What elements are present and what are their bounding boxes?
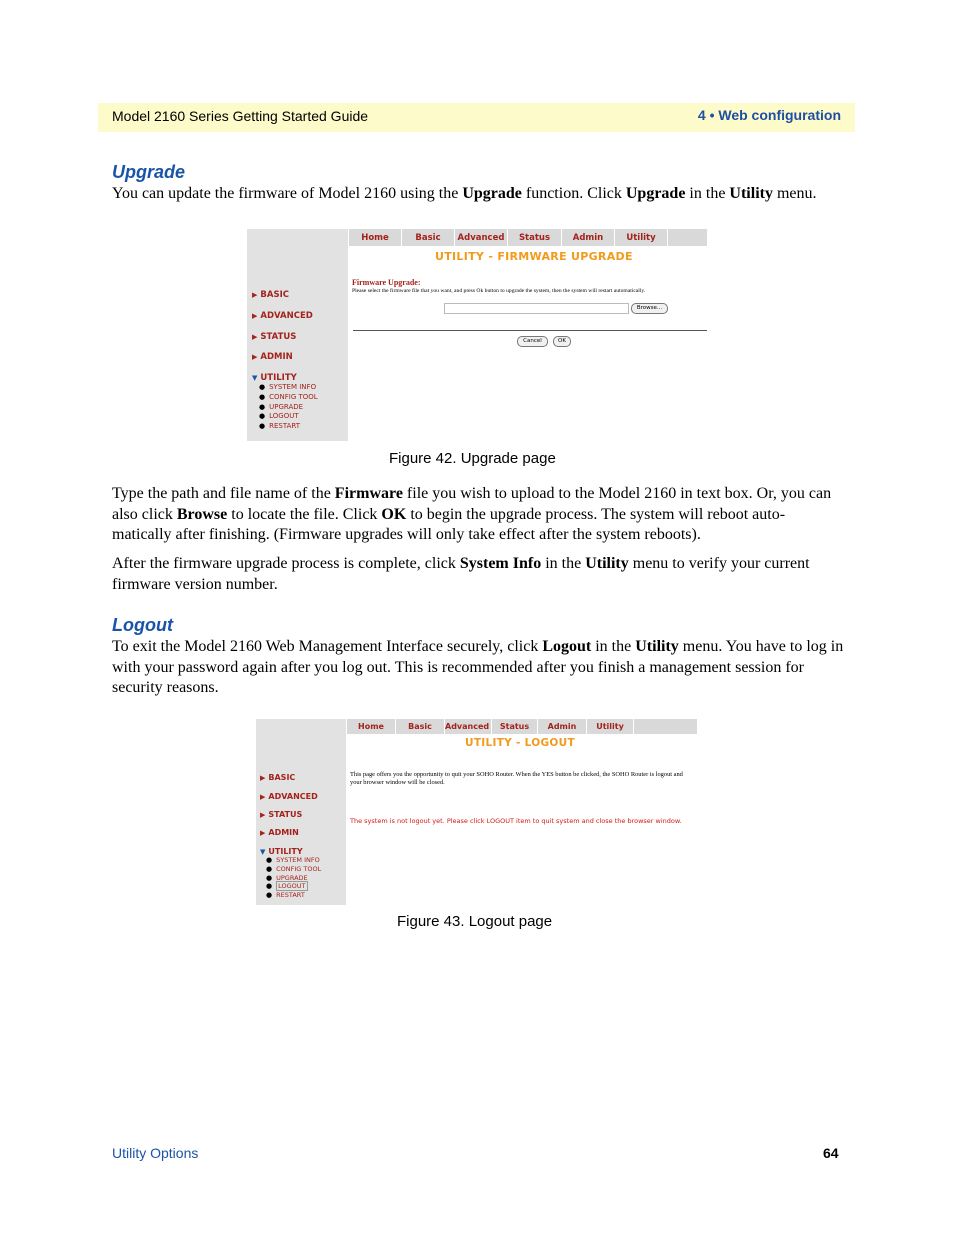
submenu-system-info[interactable]: ● SYSTEM INFO [259, 383, 317, 391]
firmware-upgrade-heading: Firmware Upgrade: [352, 278, 421, 287]
ok-button[interactable]: OK [553, 336, 571, 347]
arrow-right-icon: ▶ [252, 353, 258, 361]
verify-version-paragraph: After the firmware upgrade process is complete, click System Info in the Utility menu to verify your current firmware version number. [112, 555, 810, 593]
menu-admin[interactable]: ▶ ADMIN [252, 352, 293, 362]
tab-home[interactable]: Home [361, 233, 389, 243]
document-title: Model 2160 Series Getting Started Guide [112, 108, 369, 124]
cancel-button[interactable]: Cancel [517, 336, 548, 347]
logout-heading: Logout [112, 615, 173, 635]
arrow-down-icon: ▼ [252, 374, 258, 382]
firmware-file-input[interactable] [444, 303, 629, 314]
figure-43-caption: Figure 43. Logout page [397, 913, 553, 930]
tab-basic[interactable]: Basic [408, 722, 432, 731]
arrow-right-icon: ▶ [252, 291, 258, 299]
upgrade-instructions-paragraph: Type the path and file name of the Firmware file you wish to upload to the Model 2160 in text box. Or, you can also click Browse to locate the file. Click OK to begin the upgrade process. The system will reboot auto-matically after finishing. (Firmware upgrades will only take effect after the system reboots). [112, 485, 832, 543]
bullet-icon: ● [259, 412, 266, 420]
menu-utility[interactable]: ▼ UTILITY [260, 847, 303, 856]
tab-utility[interactable]: Utility [596, 722, 624, 731]
bullet-icon: ● [266, 874, 273, 882]
arrow-right-icon: ▶ [260, 774, 266, 782]
bullet-icon: ● [266, 856, 273, 864]
arrow-right-icon: ▶ [252, 312, 258, 320]
tab-advanced[interactable]: Advanced [445, 722, 490, 731]
submenu-upgrade[interactable]: ● UPGRADE [266, 874, 308, 882]
menu-status[interactable]: ▶ STATUS [252, 332, 297, 342]
divider [353, 330, 707, 331]
page-number: 64 [823, 1145, 839, 1161]
menu-status[interactable]: ▶ STATUS [260, 810, 303, 819]
page-title: UTILITY - LOGOUT [465, 737, 575, 749]
arrow-right-icon: ▶ [260, 793, 266, 801]
upgrade-heading: Upgrade [112, 162, 186, 182]
arrow-right-icon: ▶ [260, 829, 266, 837]
menu-advanced[interactable]: ▶ ADVANCED [252, 311, 313, 321]
tab-basic[interactable]: Basic [415, 233, 441, 243]
arrow-right-icon: ▶ [260, 811, 266, 819]
logout-info-text: This page offers you the opportunity to quit your SOHO Router. When the YES button be clicked, the SOHO Router is logout and your browser window will be closed. [350, 771, 683, 786]
arrow-right-icon: ▶ [252, 333, 258, 341]
tab-utility[interactable]: Utility [626, 233, 656, 243]
menu-advanced[interactable]: ▶ ADVANCED [260, 792, 318, 801]
tab-admin[interactable]: Admin [547, 722, 577, 731]
submenu-logout[interactable]: ● LOGOUT [259, 412, 299, 420]
figure-42-caption: Figure 42. Upgrade page [389, 450, 556, 467]
browse-button[interactable]: Browse... [631, 303, 668, 314]
bullet-icon: ● [266, 882, 273, 890]
logout-warning-text: The system is not logout yet. Please click LOGOUT item to quit system and close the browser window. [350, 817, 682, 825]
tab-status[interactable]: Status [518, 233, 551, 243]
arrow-down-icon: ▼ [260, 848, 266, 856]
bullet-icon: ● [259, 422, 266, 430]
bullet-icon: ● [266, 865, 273, 873]
menu-admin[interactable]: ▶ ADMIN [260, 828, 299, 837]
running-header [98, 103, 855, 132]
logout-page-screenshot [256, 719, 697, 905]
submenu-logout[interactable]: ● LOGOUT [266, 882, 306, 890]
bullet-icon: ● [266, 891, 273, 899]
bullet-icon: ● [259, 403, 266, 411]
menu-basic[interactable]: ▶ BASIC [252, 290, 289, 300]
tab-advanced[interactable]: Advanced [457, 233, 505, 243]
submenu-restart[interactable]: ● RESTART [266, 891, 305, 899]
submenu-upgrade[interactable]: ● UPGRADE [259, 403, 304, 411]
upgrade-intro: You can update the firmware of Model 2160 using the Upgrade function. Click Upgrade in the Utility menu. [112, 185, 817, 202]
upgrade-instruction: Please select the firmware file that you want, and press Ok button to upgrade the system, then the system will restart automatically. [352, 288, 646, 294]
page-title: UTILITY - FIRMWARE UPGRADE [435, 250, 633, 263]
tab-admin[interactable]: Admin [572, 233, 604, 243]
submenu-config-tool[interactable]: ● CONFIG TOOL [259, 393, 318, 401]
submenu-system-info[interactable]: ● SYSTEM INFO [266, 856, 320, 864]
footer-section: Utility Options [112, 1145, 199, 1161]
bullet-icon: ● [259, 383, 266, 391]
bullet-icon: ● [259, 393, 266, 401]
menu-basic[interactable]: ▶ BASIC [260, 773, 296, 782]
submenu-config-tool[interactable]: ● CONFIG TOOL [266, 865, 322, 873]
menu-utility[interactable]: ▼ UTILITY [252, 373, 297, 383]
upgrade-page-screenshot [247, 229, 707, 441]
tab-status[interactable]: Status [499, 722, 530, 731]
submenu-restart[interactable]: ● RESTART [259, 422, 300, 430]
logout-intro: To exit the Model 2160 Web Management Interface securely, click Logout in the Utility menu. You have to log in with your password again after you log out. This is recommended after you finish a management session for security reasons. [112, 638, 844, 696]
tab-home[interactable]: Home [358, 722, 384, 731]
chapter-title: 4 • Web configuration [697, 107, 841, 123]
